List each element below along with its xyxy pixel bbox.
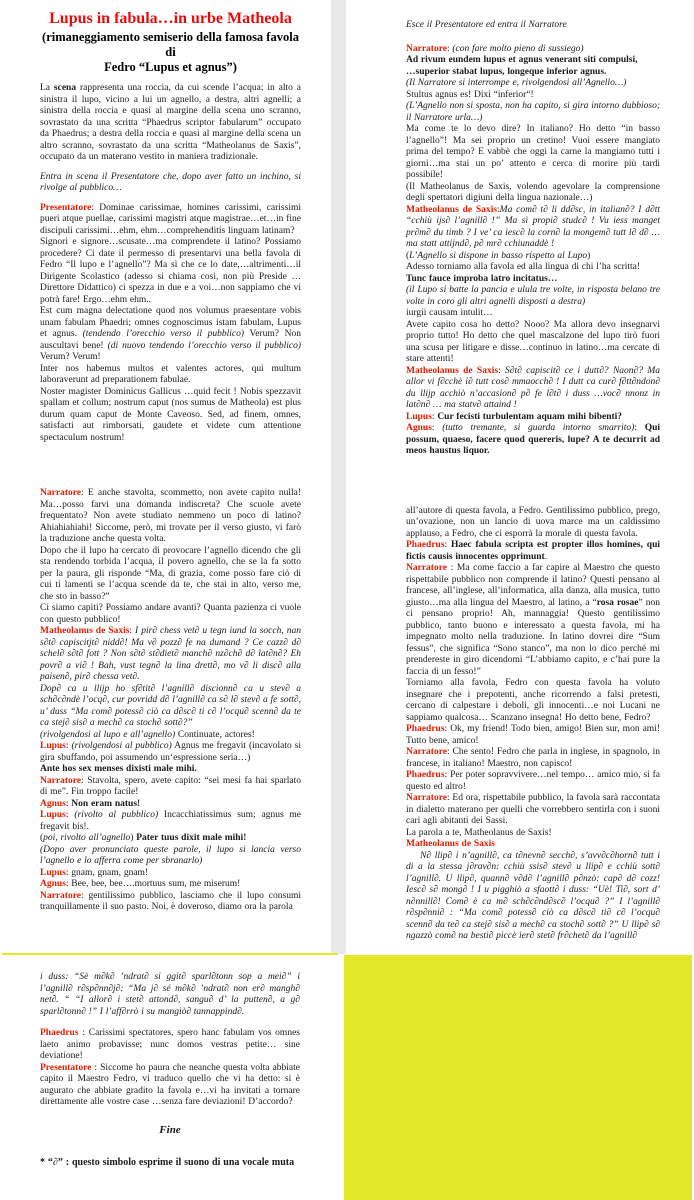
script-paragraph [40, 684, 301, 730]
page-2-text [406, 20, 660, 943]
spacer [40, 1136, 300, 1156]
script-paragraph [40, 833, 301, 845]
script-paragraph [40, 488, 301, 546]
body-text: : [498, 365, 506, 376]
body-text: : [65, 741, 72, 751]
script-paragraph [406, 678, 660, 724]
body-text: : gnam, gnam, gnam! [65, 867, 149, 878]
stage-direction-text: (tendendo l’orecchio verso il pubblico) [82, 329, 245, 339]
script-paragraph [406, 274, 660, 286]
stage-direction-text: (rivolgendosi al lupo e all’agnello) [40, 729, 176, 740]
stage-direction-text: (con fare molto pieno di sussiego) [452, 43, 584, 54]
speaker-label: Narratore [406, 793, 447, 803]
page-1 [0, 0, 331, 950]
body-text: ) [130, 833, 137, 843]
script-paragraph [406, 412, 660, 424]
page-3-text-box [0, 956, 331, 1200]
body-text: Est cum magna delectatione quod nos volumus praesentare vobis unam fabulam Phaedri; omnes cognoscimus istam fabulam, Lupus et agnus. [40, 306, 301, 339]
body-text: : [65, 798, 72, 809]
latin-emphasis-text: Pater tuus dixit male mihi! [136, 833, 247, 843]
script-paragraph [406, 563, 660, 678]
body-text: Inter nos habemus multos et valentes actores, qui multum laboraverunt ad preparationem fabulae. [40, 363, 301, 385]
script-paragraph [40, 764, 301, 776]
body-text: La parola a te, Matheolanus de Saxis! [406, 827, 552, 838]
script-paragraph [406, 506, 660, 541]
page-2 [346, 0, 694, 950]
script-paragraph [406, 44, 660, 56]
script-paragraph [406, 828, 660, 840]
script-paragraph [40, 1063, 300, 1109]
script-paragraph [406, 839, 660, 851]
script-paragraph [406, 205, 660, 251]
stage-direction-text: (rivolto al pubblico) [74, 810, 159, 820]
body-text: rappresenta una roccia, da cui scende l’acqua; in alto a sinistra il lupo, vicino a lui un agnello, a destra, altri agnelli; a sinistra della roccia e quasi al margine della scena uno scranno, sovrastato da una scritta “Phaedrus scriptor fabularum” occupato da Phaedrus; a destra della roccia e quasi al margine della scena un altro scranno, sovrastato da una scritta “Matheolanus de Saxis”, occupato da un materano vestito in maniera tradizionale. [40, 83, 302, 162]
stage-direction-text: i duss: “Sè m∂k∂ ’ndrat∂ si ggit∂ sparl∂tonn sop a mei∂” i l’agnill∂ r∂sp∂nn∂j∂: “Ma j∂ sé m∂k∂ ’ndrat∂ non er∂ mangh∂ net∂. “ “I allor∂ i stet∂ attond∂, sangu∂ d’ la putten∂, a g∂ sparl∂tonn∂ !” I l’aff∂rrò i su mangiò∂ tannappind∂. [40, 972, 300, 1017]
latin-emphasis-text: Cur fecisti turbulentam aquam mihi bibenti? [437, 411, 623, 422]
script-paragraph [40, 799, 301, 811]
script-paragraph [406, 90, 660, 102]
script-paragraph [406, 747, 660, 770]
body-text: iurgii causam intulit… [406, 308, 493, 318]
body-text: ” non ci pensano proprio! Ah, mannaggia! Questo gentilissimo pubblico, tanto buono e interessato a questa favola, mi ha impegnato molto nella traduzione. In latino dovrei dire “Sum fessus”, che significa “Sono stanco”, ma non lo dico perché mi prendereste in giro dicendomi “L’abbiamo capito, e c’hai pure la faccia di un fesso!” [406, 597, 660, 677]
latin-emphasis-text: Qui possum, quaeso, facere quod quereris, lupe? A te decurrit ad meos haustus liquor. [406, 423, 661, 456]
script-paragraph [40, 879, 301, 891]
speaker-label: Narratore [406, 43, 447, 54]
stage-direction-text: (il Lupo si batte la pancia e ulula tre volte, in risposta belano tre volte in coro gli altri agnelli disposti a destra) [406, 285, 660, 307]
body-text: Verum? Verum! [40, 352, 101, 362]
body-text: ( [40, 833, 44, 843]
body-text: : E anche stavolta, scommetto, non avete capito nulla! Ma…posso farvi una domanda indiscreta? Che scuole avete frequentato? Non avete studiato nemmeno un poco di latino? Ahiahiahiahi! Siccome, però, mi trovate per il verso giusto, vi farò la traduzione anche questa volta. [40, 488, 301, 544]
body-text: all’autore di questa favola, a Fedro. Gentilissimo pubblico, prego, un’ovazione, non un lancio di uova marce ma un caldissimo applauso, a Fedro, che ci esporrà la morale di questa favola. [406, 505, 660, 539]
stage-direction-text: Ma com∂ t∂ li dd∂sc, in italian∂? I d∂tt “cchiù ijs∂ l’agnill∂ !” Ma sì propi∂ studc∂ ! Vu iess manget pr∂m∂ du timb ? I ve’ ca iesc∂ la corn∂ la mongem∂ tutt l∂ d∂ …ma statt attijnd∂, p∂ mr∂ cchiunaddè ! [406, 204, 660, 249]
stage-direction-text: Dop∂ ca u llijp ho sf∂tit∂ l’agnill∂ discionn∂ ca u stev∂ a sch∂c∂ndè l’ocq∂, cur povridd d∂ l’agnill∂ ca s∂ l∂ stev∂ a fe sott∂, u’ duss “Ma com∂ potess∂ ciò ca d∂sc∂ ti c∂ l’ocqu∂ scenn∂ da te ca stej∂ sis∂ a mech∂ ca stoch∂ sott∂?” [40, 683, 301, 728]
latin-emphasis-text: Ad rivum eundem lupus et agnus venerant siti compulsi, [406, 55, 638, 65]
body-text: Verum? Non auscultavi bene! [40, 329, 301, 351]
body-text: Agnus me fregavit (incavolato si gira sbuffando, poi assumendo un‘espressione seria…) [40, 741, 301, 763]
body-text: Stultus agnus es! Dixi “inferior“! [406, 89, 534, 100]
script-paragraph [40, 387, 301, 445]
speaker-label: Matheolanus de Saxis [406, 204, 498, 215]
body-text: Noster magister Dominicus Gallicus …quid fecit ! Nobis spezzavit spallam et collum; nostrum caput (nos sumus de Matheola) est plus durum quam caput de Monte Caveoso. Sed, ad finem, omnes, satisfacti aut rimborsati, gaudete et videte cum attentione spectaculum nostrum! [40, 386, 301, 443]
speaker-label: Presentatore [40, 202, 92, 213]
fine-text: Fine [159, 1123, 181, 1136]
script-paragraph [406, 308, 660, 320]
stage-direction-text: Esce il Presentatore ed entra il Narratore [406, 20, 567, 30]
page-title: Lupus in fabula…in urbe Matheola [49, 10, 292, 27]
speaker-label: Lupus [40, 867, 66, 878]
latin-emphasis-text: rosa rosae [596, 597, 639, 608]
body-text: : Che sento! Fedro che parla in inglese, in spagnolo, in francese, in italiano! Maestro, non capisco! [406, 747, 660, 769]
body-text: Dopo che il lupo ha cercato di provocare l’agnello dicendo che gli sta rendendo torbida l’acqua, il povero agnello, che se la fa sotto per la paura, gli risponde “Ma, di grazia, come posso fare ciò di cui ti lamenti se l’acqua scende da te, che stai in alto, verso me, che sto in basso?” [40, 545, 301, 602]
script-paragraph [40, 868, 301, 880]
body-text: : Stavolta, spero, avete capito: “sei mesi fa hai sparlato di me”. Fin troppo facile! [40, 775, 301, 797]
latin-emphasis-text: Ante hos sex menses dixisti male mihi. [40, 764, 197, 774]
script-paragraph [40, 603, 301, 626]
stage-direction-text: (di nuovo tendendo l’orecchio verso il pubblico) [107, 340, 301, 351]
body-text: (Il Matheolanus de Saxis, volendo agevolare la comprensione degli spettatori digiuni della lingua nazionale…) [406, 181, 660, 203]
script-paragraph [406, 285, 660, 308]
script-paragraph [406, 55, 660, 78]
stage-direction-text: I pir∂ chess vet∂ u tegn iund la socch, nan s∂t∂ capiscitjt∂ nidd∂! Ma v∂ pozz∂ fe na dumand ? Ce cazz∂ d∂ schel∂ s∂t∂ fott ? Non s∂t∂ st∂diet∂ manch∂ nz∂ch∂ d∂ lat∂n∂? Eh povr∂ a vi∂ ! Bah, vust tegn∂ la lina drett∂, mo v∂ li disc∂ alla paisen∂, pir∂ chessa vet∂. [40, 626, 301, 682]
latin-emphasis-text: Haec fabula scripta est propter illos homines, qui fictis causis innocentes opprimunt [406, 540, 660, 562]
stage-direction-text: (tutto tremante, si guarda intorno smarrito) [442, 423, 635, 433]
script-paragraph [40, 891, 301, 914]
script-paragraph [406, 724, 660, 747]
script-paragraph [40, 776, 301, 799]
script-paragraph [406, 262, 660, 274]
stage-direction-text: (rivolgendosi al pubblico) [71, 741, 172, 751]
body-text: : [446, 43, 453, 54]
speaker-label: Narratore [40, 775, 81, 786]
body-text: : [634, 423, 645, 433]
script-paragraph [406, 251, 660, 263]
body-text: : Per poter sopravvivere…nel tempo… amico mio, si fa questo ed altro! [406, 770, 660, 792]
page-3-text [40, 972, 300, 1169]
body-text: : Ma come faccio a far capire al Maestro che questo rispettabile pubblico non comprende il latino? Questi pensano al francese, all’inglese, all’informatica, alla danza, alla musica, tutto giusto…ma alla lingua del Maestro, al latino, a “ [406, 563, 660, 608]
body-text: La [40, 83, 54, 93]
spacer [40, 1018, 300, 1028]
latin-emphasis-text: * “∂” : questo simbolo esprime il suono di una vocale muta [40, 1157, 295, 1168]
document-subtitle-line1: (rimaneggiamento semiserio della famosa favola di [42, 30, 299, 59]
script-paragraph [406, 793, 660, 828]
speaker-label: Agnus [406, 423, 432, 433]
speaker-label: Narratore [40, 890, 81, 901]
script-paragraph [40, 172, 301, 195]
speaker-label: Phaedrus [406, 724, 445, 734]
spacer [40, 444, 301, 488]
latin-emphasis-text: Tunc fauce improba latro incitatus… [406, 273, 558, 284]
spacer [406, 458, 660, 506]
script-paragraph [40, 810, 301, 833]
stage-direction-text: (Dopo aver pronunciato queste parole, il lupo si lancia verso l’agnello e lo afferra come per sbranarlo) [40, 844, 301, 866]
page-gap-divider [331, 0, 346, 954]
stage-direction-text: N∂ llip∂ i n’agnill∂, ca t∂nevn∂ secch∂, s’avv∂c∂horn∂ tutt i di a la stessa j∂rav∂n: cchiù ssis∂ stev∂ u llip∂ e cchiù sott∂ l’agnill∂. U llip∂, quann∂ v∂d∂ l’agnill∂ p∂nzò: cap∂ d∂ cozz! Iesc∂ s∂ mong∂ ! I u pigghiò a sfaott∂ i duss: “Uè! Ti∂, sort d’ n∂nnill∂! Com∂ è ca m∂ sch∂c∂nd∂sc∂ l’ocqu∂ ?” I l’agnill∂ r∂sp∂nni∂ : “Ma com∂ potess∂ ciò ca d∂sc∂ ti∂ c∂ l’ocqu∂ scenn∂ da te∂ ca stej∂ sis∂ a mech∂ ca stoch∂ sott∂ ?” U llip∂ s∂ ngazzò com∂ na besti∂ piccè ier∂ stet∂ fr∂chet∂ da l’agnill∂ [406, 850, 660, 941]
body-text: Signori e signore…scusate…ma comprendete il latino? Possiamo procedere? Ci date il permesso di presentarvi una bella favola di Fedro “Il lupo e l’agnello”? Ma sì che ce lo date,…altrimenti…il Dirigente Scolastico (adesso si chiama così, non più Preside …Direttore Didattico) ci spezza in due e a voi…non sappiamo che vi potrà fare! Ergo…ehm ehm.. [40, 237, 301, 305]
latin-emphasis-text: …superior stabat lupus, longeque inferior agnus. [406, 66, 607, 77]
script-paragraph [40, 1028, 300, 1063]
script-paragraph [406, 540, 660, 563]
body-text: Ci siamo capiti? Possiamo andare avanti? Quanta pazienza ci vuole con questo pubblico! [40, 603, 301, 625]
page-1-text [40, 83, 301, 914]
script-paragraph [406, 124, 660, 182]
latin-emphasis-text: scena [53, 83, 77, 93]
latin-emphasis-text: Non eram natus! [71, 798, 141, 809]
speaker-label: Agnus [40, 798, 66, 809]
body-text: : Siccome ho paura che neanche questa volta abbiate capito il Maestro Fedro, vi traduco quello che vi ha detto: si è augurato che abbiate gradito la favola e…vi ha invitati a tornare direttamente alle vostre case …senza fare deviazioni! D’accordo? [40, 1062, 300, 1107]
spacer [406, 32, 660, 44]
body-text: : [431, 411, 438, 422]
document-subtitle-line2: Fedro “Lupus et agnus”) [104, 60, 237, 74]
speaker-label: Matheolanus de Saxis [406, 839, 495, 849]
body-text: : [497, 204, 500, 215]
body-text: ( [406, 250, 410, 261]
script-paragraph [406, 101, 660, 124]
body-text: Incacchiatissimus sum; agnus me fregavit bis!. [40, 810, 302, 832]
stage-direction-text: L’Agnello si dispone in basso rispetto al Lupo [409, 250, 588, 261]
speaker-label: Matheolanus de Saxis [40, 626, 130, 636]
script-paragraph [406, 20, 660, 32]
script-paragraph [40, 845, 301, 868]
body-text: : [444, 540, 452, 550]
body-text: : Carissimi spectatores, spero hanc fabulam vos omnes laeto animo probavisse; nunc domos vestras petite… sine deviatione! [40, 1028, 300, 1061]
speaker-label: Narratore [406, 563, 447, 573]
stage-direction-text: poi, rivolto all’agnello [43, 833, 131, 843]
script-paragraph [40, 83, 301, 164]
script-paragraph [406, 770, 660, 793]
body-text: ) [587, 250, 591, 261]
script-paragraph [40, 364, 301, 387]
schwa-footnote [40, 1156, 300, 1169]
body-text: Torniamo alla favola, Fedro con questa favola ha voluto insegnare che i prepotenti, anche ricorrendo a falsi pretesti, cercano di calpestare i deboli, gli innocenti…e noi Lucani ne sappiamo qualcosa… Scanzano insegna! Ho detto bene, Fedro? [406, 678, 660, 723]
script-paragraph [406, 851, 660, 943]
speaker-label: Narratore [406, 747, 447, 757]
script-paragraph [406, 320, 660, 366]
body-text: Continuate, actores! [175, 729, 255, 740]
body-text: : [65, 810, 75, 820]
script-paragraph [406, 182, 660, 205]
stage-direction-text: (Il Narratore si interrompe e, rivolgendosi all’Agnello…) [406, 78, 627, 88]
stage-direction-text: S∂t∂ capiscit∂ ce i dutt∂? Naon∂? Ma allor vi f∂cchè i∂ tutt cos∂ mmaocch∂ ! I dutt ca cur∂ f∂tt∂ndon∂ du llijp acchiò n’accasion∂ p∂ fe l∂t∂ i duss …voc∂ nnonz in lat∂n∂ … ma statv∂ attaind ! [406, 365, 660, 410]
body-text: : Ok, my friend! Todo bien, amigo! Bien sur, mon ami! Tutto bene, amico! [406, 724, 660, 746]
body-text: Ma come te lo devo dire? In italiano? Ho detto “in basso l’agnello”! Ma sei proprio un cretino! Vuoi essere mangiato prima del tempo? E vabbè che oggi la carne la mangiamo tutti i giorni…ma stai un po’ attento e cerca di morire più tardi possibile! [406, 124, 660, 180]
speaker-label: Lupus [40, 741, 66, 751]
speaker-label: Phaedrus [406, 770, 445, 780]
script-paragraph [40, 741, 301, 764]
body-text: : Ed ora, rispettabile pubblico, la favola sarà raccontata in dialetto materano per quelli che vorrebbero sentirla con i suoni cari agli abitanti dei Sassi. [406, 793, 660, 826]
script-paragraph [40, 730, 301, 742]
script-paragraph [406, 423, 660, 458]
body-text: : Dominae carissimae, homines carissimi, carissimi pueri atque puellae, carissimi magistri atque magistrae…et…in fine discipuli carissimi…ehm, ehm…comprehenditis linguam latinam? [40, 202, 301, 236]
spacer [40, 164, 301, 172]
script-paragraph [40, 203, 301, 238]
script-paragraph [406, 366, 660, 412]
body-text: Avete capito cosa ho detto? Nooo? Ma allora devo insegnarvi proprio tutto! Ho detto che quel mascalzone del lupo tirò fuori una scusa per litigare e disse…continuo in latino…ma cercate di stare attenti! [406, 319, 660, 364]
body-text: : Bee, bee, bee….mortuus sum, me miserum! [65, 879, 241, 889]
body-text: : [431, 423, 443, 433]
speaker-label: Lupus [40, 810, 66, 820]
body-text: : gentilissimo pubblico, lasciamo che il lupo consumi tranquillamente il suo pasto. Noi, è doveroso, diamo ora la parola [40, 890, 301, 912]
script-paragraph [40, 972, 300, 1018]
body-text: . [544, 551, 548, 562]
speaker-label: Lupus [406, 411, 432, 422]
speaker-label: Phaedrus [406, 540, 445, 550]
speaker-label: Matheolanus de Saxis [406, 365, 499, 376]
speaker-label: Phaedrus [40, 1028, 79, 1038]
script-paragraph [40, 237, 301, 306]
speaker-label: Agnus [40, 879, 66, 889]
spacer [40, 195, 301, 203]
stage-direction-text: (L’Agnello non si sposta, non ha capito, si gira intorno dubbioso; il Narratore urla…) [406, 101, 660, 123]
script-paragraph [40, 546, 301, 604]
yellow-highlight-top-border [2, 953, 338, 955]
script-paragraph [406, 78, 660, 90]
fine-marker [40, 1125, 300, 1137]
body-text: : [129, 626, 136, 636]
stage-direction-text: Entra in scena il Presentatore che, dopo aver fatto un inchino, si rivolge al pubblico… [40, 171, 301, 193]
speaker-label: Narratore [40, 488, 81, 498]
speaker-label: Presentatore [40, 1062, 92, 1073]
yellow-highlight-box [344, 955, 692, 1200]
body-text: Adesso torniamo alla favola ed alla lingua di chi l’ha scritta! [406, 262, 641, 272]
script-paragraph [40, 626, 301, 684]
script-paragraph [40, 306, 301, 364]
spacer [40, 1109, 300, 1125]
